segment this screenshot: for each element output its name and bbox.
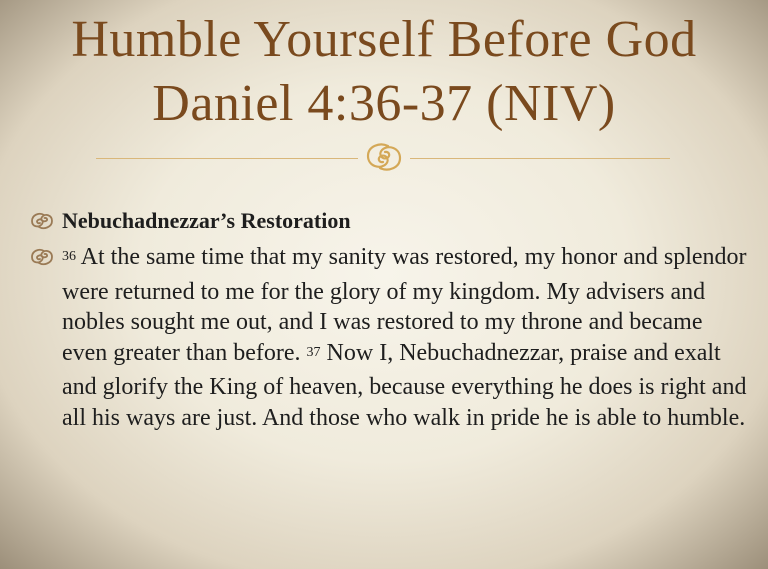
verse-36-number: 36 bbox=[62, 249, 76, 264]
subheading: Nebuchadnezzar’s Restoration bbox=[62, 208, 351, 233]
verse-37-text: Now I, Nebuchadnezzar, praise and exalt and glorify the King of heaven, because everything he does is right and all his ways are just. And those who walk in pride he is able to humble. bbox=[62, 339, 747, 431]
title-line-1: Humble Yourself Before God bbox=[71, 11, 697, 68]
verse-36-text: At the same time that my sanity was restored, my honor and splendor were returned to me for the glory of my kingdom. My advisers and nobles sought me out, and I was restored to my throne and became even greater than before. bbox=[62, 244, 747, 366]
scroll-bullet-icon bbox=[28, 246, 56, 266]
bullet-subheading bbox=[28, 206, 748, 236]
slide-title bbox=[0, 8, 768, 136]
scroll-bullet-icon bbox=[28, 210, 56, 230]
flourish-icon bbox=[358, 140, 410, 174]
bullet-verse bbox=[28, 242, 748, 433]
divider-line-left bbox=[96, 158, 358, 159]
divider-line-right bbox=[410, 158, 670, 159]
title-line-2: Daniel 4:36-37 (NIV) bbox=[152, 75, 616, 132]
content-area bbox=[28, 206, 748, 433]
verse-37-number: 37 bbox=[306, 344, 321, 360]
